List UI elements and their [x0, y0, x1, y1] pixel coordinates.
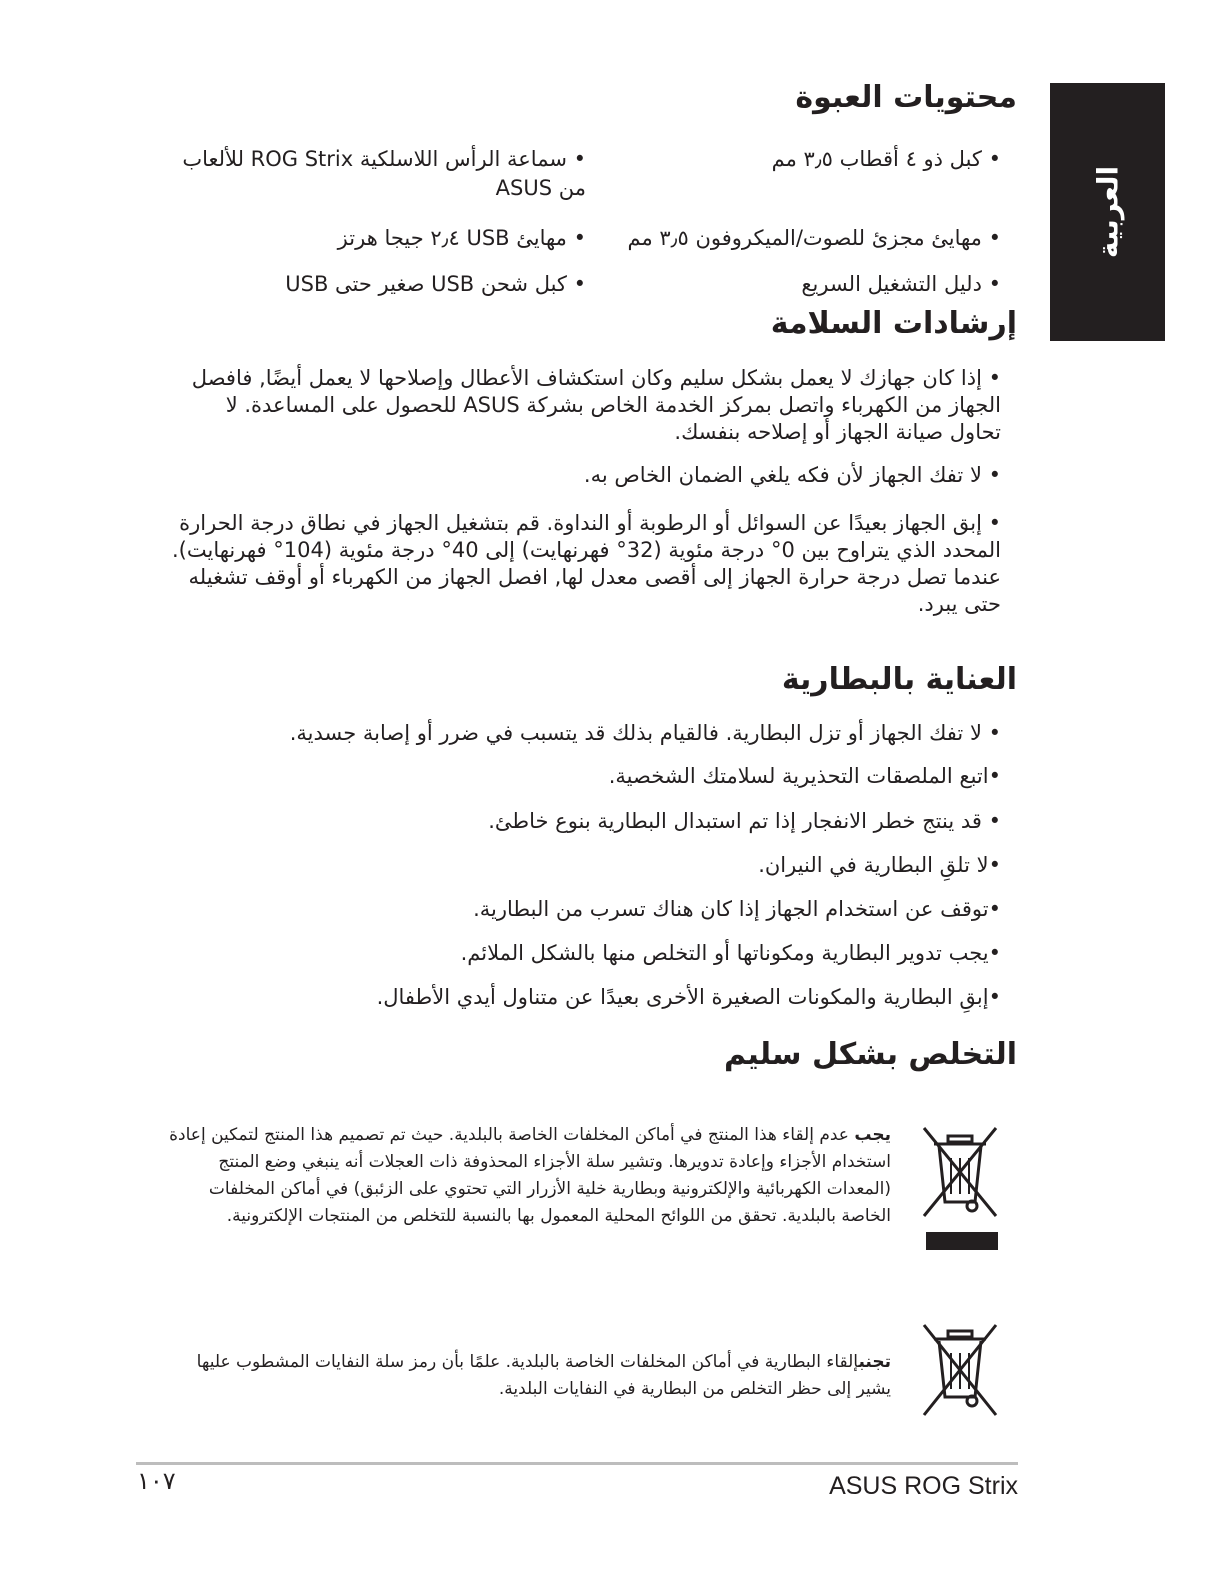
safety-item-warranty: • لا تفك الجهاز لأن فكه يلغي الضمان الخاص به.: [583, 463, 1001, 487]
battery-item-1: • لا تفك الجهاز أو تزل البطارية. فالقيام بذلك قد يتسبب في ضرر أو إصابة جسدية.: [289, 721, 1001, 745]
crossed-out-bin-icon: [920, 1124, 1000, 1252]
language-tab: [1050, 83, 1165, 341]
battery-item-6: •يجب تدوير البطارية ومكوناتها أو التخلص منها بالشكل الملائم.: [460, 941, 1001, 965]
crossed-out-battery-bin-icon: [920, 1323, 1000, 1419]
disposal-notice-battery-text: إلقاء البطارية في أماكن المخلفات الخاصة بالبلدية. علمًا بأن رمز سلة النفايات المشطوب عليها يشير إلى حظر التخلص من البطارية في النفايات البلدية.: [196, 1352, 891, 1399]
safety-heading: إرشادات السلامة: [770, 306, 1017, 341]
battery-item-4: •لا تلقِ البطارية في النيران.: [758, 853, 1001, 877]
disposal-notice-product: [169, 1122, 891, 1230]
battery-heading: العناية بالبطارية: [781, 662, 1017, 697]
battery-item-7: •إبقِ البطارية والمكونات الصغيرة الأخرى بعيدًا عن متناول أيدي الأطفال.: [376, 985, 1001, 1009]
contents-item-charging-cable: • كبل شحن USB صغير حتى USB: [285, 272, 586, 296]
contents-item-splitter: • مهايئ مجزئ للصوت/الميكروفون ٣٫٥ مم: [627, 226, 1001, 250]
footer-title: ASUS ROG Strix: [829, 1472, 1018, 1500]
battery-item-2: •اتبع الملصقات التحذيرية لسلامتك الشخصية.: [608, 764, 1001, 788]
safety-item-service: • إذا كان جهازك لا يعمل بشكل سليم وكان استكشاف الأعطال وإصلاحها لا يعمل أيضًا, فافصل الجهاز من الكهرباء واتصل بمركز الخدمة الخاص بشركة ASUS للحصول على المساعدة. لا تحاول صيانة الجهاز أو إصلاحه بنفسك.: [191, 366, 1001, 444]
battery-item-3: • قد ينتج خطر الانفجار إذا تم استبدال البطارية بنوع خاطئ.: [488, 809, 1001, 833]
disposal-heading: التخلص بشكل سليم: [723, 1037, 1017, 1072]
language-tab-label: العربية: [1091, 165, 1124, 259]
battery-item-5: •توقف عن استخدام الجهاز إذا كان هناك تسرب من البطارية.: [473, 897, 1001, 921]
disposal-notice-battery-bold: تجنب: [858, 1352, 891, 1372]
safety-item-temperature: • إبق الجهاز بعيدًا عن السوائل أو الرطوبة أو النداوة. قم بتشغيل الجهاز في نطاق درجة الحرارة المحدد الذي يتراوح بين 0° درجة مئوية (32° فهرنهايت) إلى 40° درجة مئوية (104° فهرنهايت). عندما تصل درجة حرارة الجهاز إلى أقصى معدل لها, افصل الجهاز من الكهرباء أو أوقف تشغيله حتى يبرد.: [171, 511, 1001, 616]
disposal-notice-battery: [169, 1349, 891, 1403]
disposal-notice-product-bold: يجب: [854, 1125, 891, 1145]
contents-item-cable: • كبل ذو ٤ أقطاب ٣٫٥ مم: [771, 147, 1001, 171]
disposal-notice-product-text: عدم إلقاء هذا المنتج في أماكن المخلفات الخاصة بالبلدية. حيث تم تصميم هذا المنتج لتمكين إعادة استخدام الأجزاء وإعادة تدويرها. وتشير سلة الأجزاء المحذوفة ذات العجلات أنه ينبغي وضع المنتج (المعدات الكهربائية والإلكترونية وبطارية خلية الأزرار التي تحتوي على الزئبق) في أماكن المخلفات الخاصة بالبلدية. تحقق من اللوائح المحلية المعمول بها بالنسبة للتخلص من المنتجات الإلكترونية.: [169, 1125, 891, 1226]
contents-item-usb-adapter: • مهايئ USB ٢٫٤ جيجا هرتز: [337, 226, 586, 250]
footer-divider: [136, 1462, 1018, 1465]
contents-heading: محتويات العبوة: [795, 80, 1017, 115]
page-number: ١٠٧: [137, 1467, 176, 1495]
contents-item-quick-guide: • دليل التشغيل السريع: [801, 272, 1001, 296]
contents-item-headset: • سماعة الرأس اللاسلكية ROG Strix للألعاب من ASUS: [182, 147, 586, 200]
